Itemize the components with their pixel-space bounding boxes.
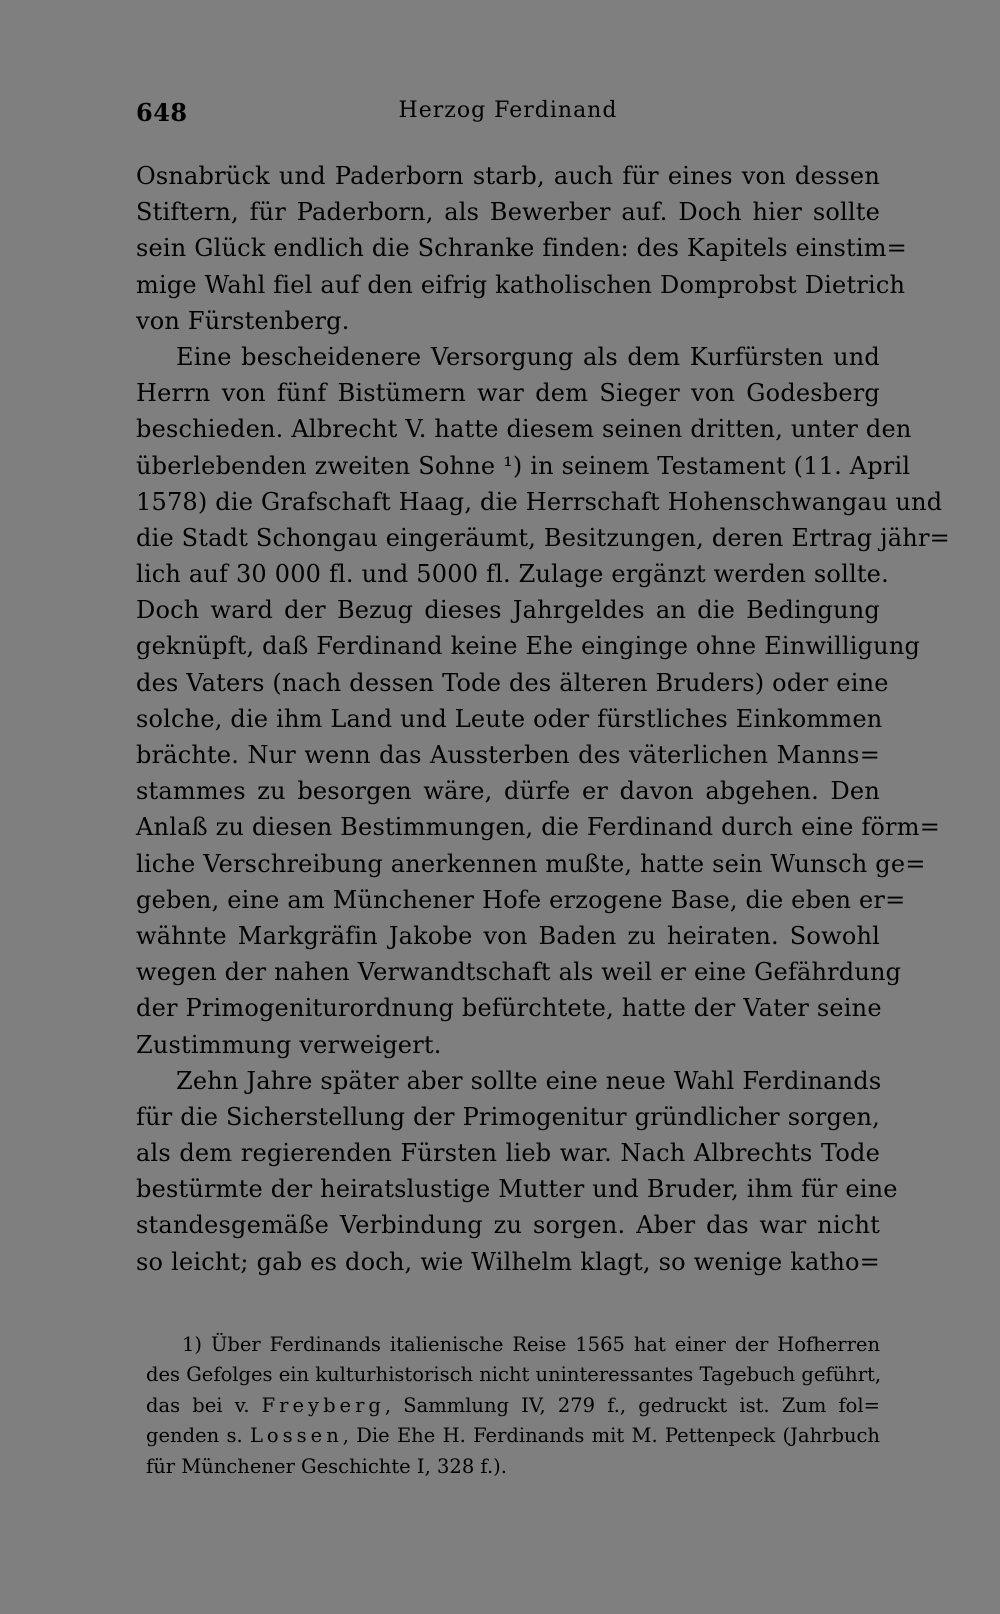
text-line: Zehn Jahre später aber sollte eine neue Wahl Ferdinands bbox=[176, 1066, 882, 1095]
running-title: Herzog Ferdinand bbox=[398, 98, 618, 123]
text-line: sein Glück endlich die Schranke finden: des Kapitels einstim= bbox=[136, 234, 907, 263]
footnote-line: 1) Über Ferdinands italienische Reise 1565 hat einer der Hofherren bbox=[182, 1333, 880, 1356]
footnote-line: für Münchener Geschichte I, 328 f.). bbox=[146, 1454, 507, 1478]
text-line: wähnte Markgräfin Jakobe von Baden zu heiraten. Sowohl bbox=[136, 921, 880, 950]
footnote-text: das bei v. bbox=[146, 1393, 250, 1417]
text-line: die Stadt Schongau eingeräumt, Besitzungen, deren Ertrag jähr= bbox=[136, 523, 950, 552]
text-line: Doch ward der Bezug dieses Jahrgeldes an die Bedingung bbox=[136, 596, 880, 625]
text-line: der Primogeniturordnung befürchtete, hatte der Vater seine bbox=[136, 994, 882, 1023]
text-line: so leicht; gab es doch, wie Wilhelm klagt, so wenige katho= bbox=[136, 1247, 880, 1276]
text-line: standesgemäße Verbindung zu sorgen. Aber das war nicht bbox=[136, 1211, 880, 1240]
page-header bbox=[136, 98, 880, 138]
text-line: 1578) die Grafschaft Haag, die Herrschaft Hohenschwangau und bbox=[136, 487, 943, 516]
footnotes bbox=[146, 1330, 880, 1482]
text-line: von Fürstenberg. bbox=[136, 306, 350, 335]
footnote-text: genden s. bbox=[146, 1424, 243, 1448]
footnote-line bbox=[146, 1391, 880, 1421]
text-line: als dem regierenden Fürsten lieb war. Nach Albrechts Tode bbox=[136, 1139, 880, 1168]
footnote-text: , Die Ehe H. Ferdinands mit M. Pettenpeck (Jahrbuch bbox=[342, 1424, 880, 1448]
text-line: beschieden. Albrecht V. hatte diesem seinen dritten, unter den bbox=[136, 415, 912, 444]
text-line: solche, die ihm Land und Leute oder fürstliches Einkommen bbox=[136, 704, 883, 733]
text-line: geben, eine am Münchener Hofe erzogene Base, die eben er= bbox=[136, 885, 906, 914]
text-line: geknüpft, daß Ferdinand keine Ehe einginge ohne Einwilligung bbox=[136, 632, 921, 661]
footnote-line bbox=[146, 1421, 880, 1451]
text-line: liche Verschreibung anerkennen mußte, hatte sein Wunsch ge= bbox=[136, 849, 926, 878]
text-line: Herrn von fünf Bistümern war dem Sieger von Godesberg bbox=[136, 379, 880, 408]
page-number: 648 bbox=[136, 98, 188, 127]
author-name: Lossen bbox=[249, 1424, 343, 1448]
text-line: stammes zu besorgen wäre, dürfe er davon abgehen. Den bbox=[136, 777, 880, 806]
text-line: Anlaß zu diesen Bestimmungen, die Ferdinand durch eine förm= bbox=[136, 813, 940, 842]
author-name: Freyberg bbox=[261, 1393, 385, 1417]
text-line: bestürmte der heiratslustige Mutter und Bruder, ihm für eine bbox=[136, 1175, 898, 1204]
footnote-text: , Sammlung IV, 279 f., gedruckt ist. Zum fol= bbox=[384, 1393, 880, 1417]
text-line: wegen der nahen Verwandtschaft als weil er eine Gefährdung bbox=[136, 958, 902, 987]
footnote-line: des Gefolges ein kulturhistorisch nicht uninteressantes Tagebuch geführt, bbox=[146, 1363, 882, 1387]
text-line: des Vaters (nach dessen Tode des älteren Bruders) oder eine bbox=[136, 668, 889, 697]
text-line: für die Sicherstellung der Primogenitur gründlicher sorgen, bbox=[136, 1102, 880, 1131]
text-line: Zustimmung verweigert. bbox=[136, 1030, 442, 1059]
main-text bbox=[136, 158, 950, 1280]
text-line: überlebenden zweiten Sohne ¹) in seinem Testament (11. April bbox=[136, 451, 911, 480]
text-line: Eine bescheidenere Versorgung als dem Kurfürsten und bbox=[176, 342, 880, 371]
text-line: Stiftern, für Paderborn, als Bewerber auf. Doch hier sollte bbox=[136, 198, 880, 227]
text-line: Osnabrück und Paderborn starb, auch für eines von dessen bbox=[136, 162, 880, 190]
text-line: lich auf 30 000 fl. und 5000 fl. Zulage ergänzt werden sollte. bbox=[136, 560, 889, 589]
text-line: mige Wahl fiel auf den eifrig katholischen Domprobst Dietrich bbox=[136, 270, 906, 299]
text-line: brächte. Nur wenn das Aussterben des väterlichen Manns= bbox=[136, 741, 880, 769]
